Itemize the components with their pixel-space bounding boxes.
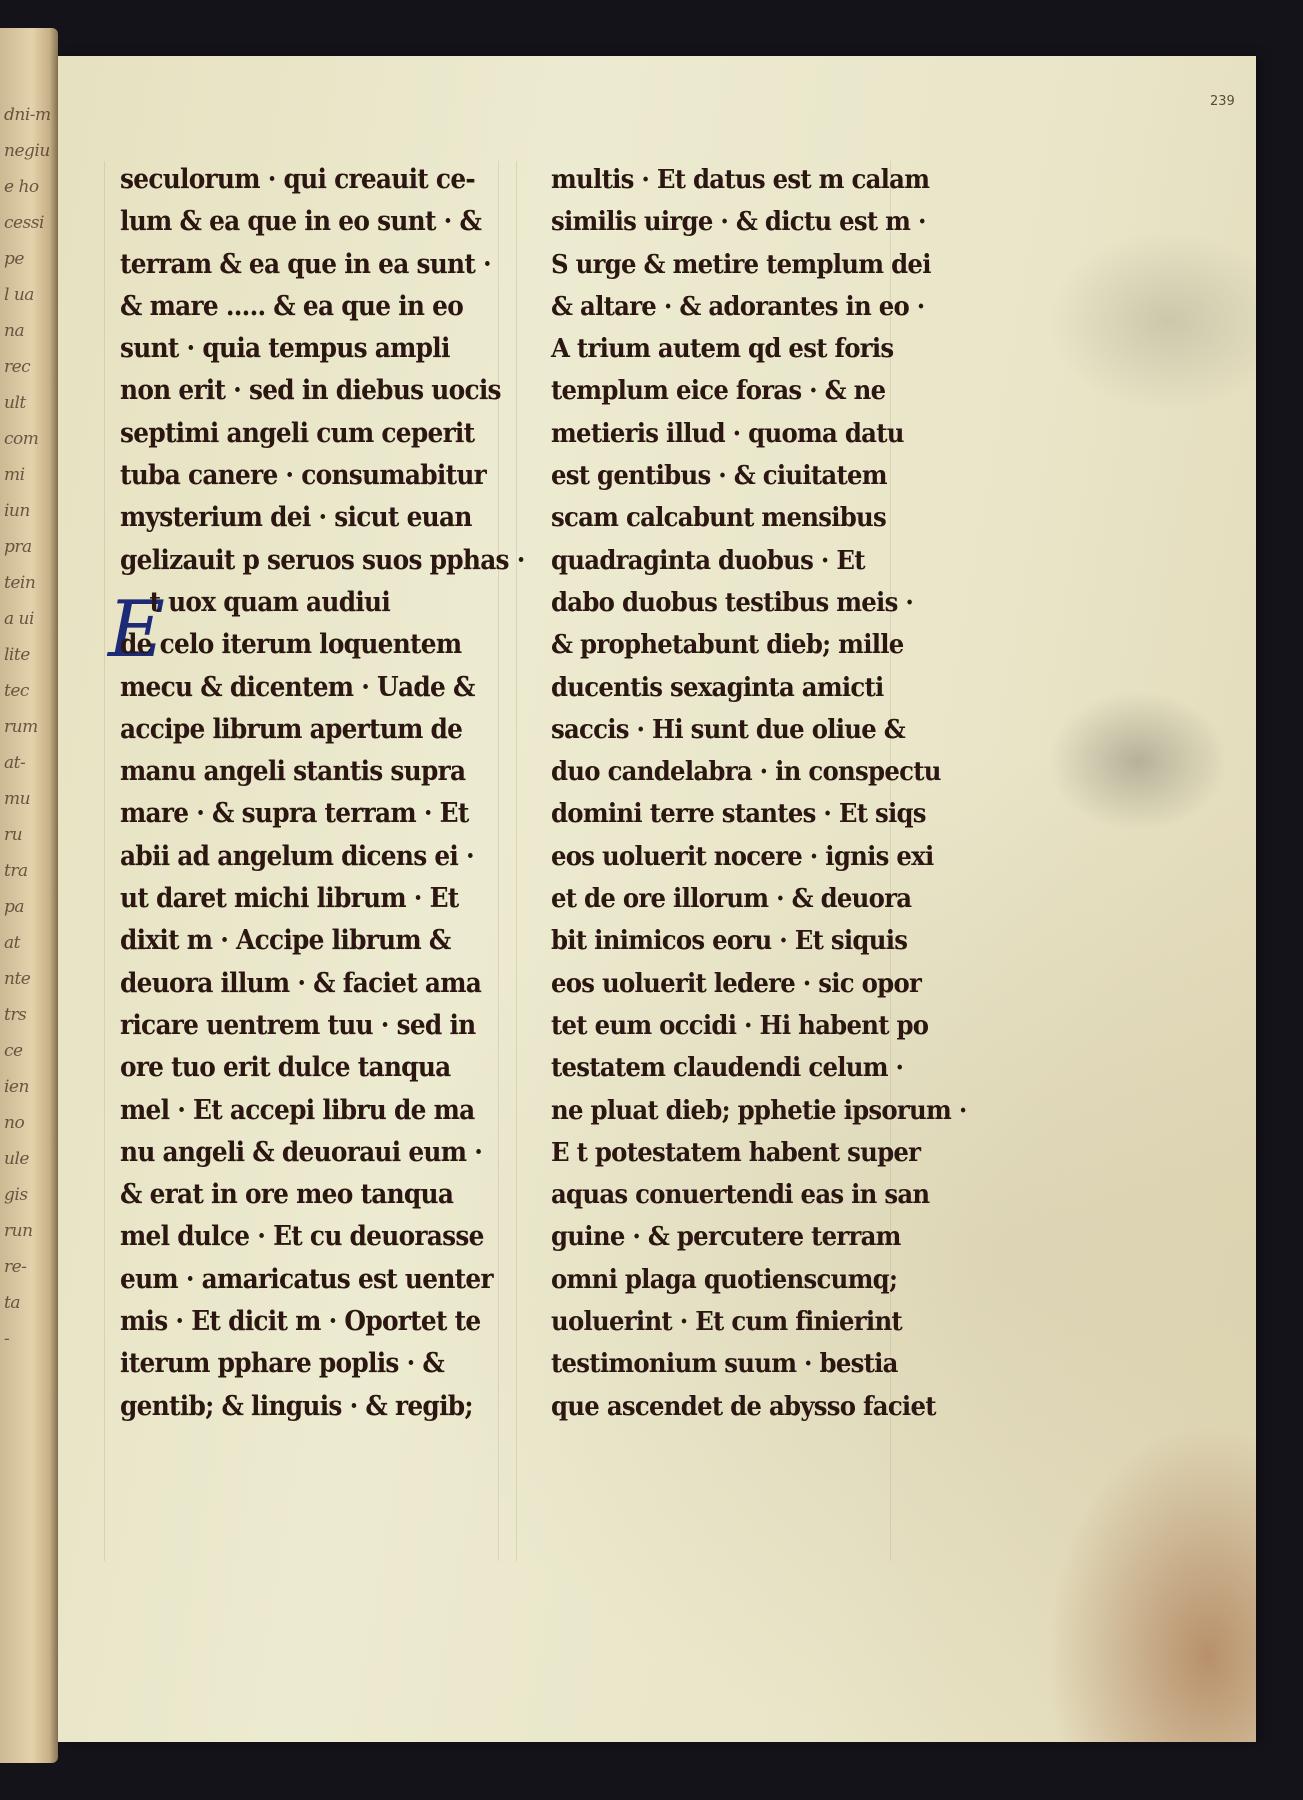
margin-fragment: cessi xyxy=(4,213,44,233)
text-line: mel · Et accepi libru de ma xyxy=(120,1094,475,1126)
text-line: terram & ea que in ea sunt · xyxy=(120,248,491,280)
text-line: testatem claudendi celum · xyxy=(551,1052,904,1084)
text-column-left xyxy=(120,159,590,1428)
margin-fragment: ce xyxy=(4,1041,23,1061)
text-line: uoluerint · Et cum finierint xyxy=(551,1306,902,1338)
text-line: mecu & dicentem · Uade & xyxy=(120,671,475,703)
text-line: & prophetabunt dieb; mille xyxy=(551,629,904,661)
margin-fragment: dni-m xyxy=(4,105,51,125)
margin-fragment: - xyxy=(4,1329,10,1349)
text-line: domini terre stantes · Et siqs xyxy=(551,798,926,830)
margin-fragment: a ui xyxy=(4,609,34,629)
margin-fragment: ru xyxy=(4,825,23,845)
text-line: multis · Et datus est m calam xyxy=(551,164,930,195)
ruling-line xyxy=(104,161,105,1561)
margin-fragment: pa xyxy=(4,897,25,917)
text-line: nu angeli & deuoraui eum · xyxy=(120,1136,483,1168)
text-line: metieris illud · quoma datu xyxy=(551,417,904,449)
text-line: gelizauit p seruos suos pphas · xyxy=(120,544,525,576)
margin-fragment: ta xyxy=(4,1293,20,1313)
text-line: gentib; & linguis · & regib; xyxy=(120,1390,473,1422)
text-line: t uox quam audiui xyxy=(149,586,391,618)
text-line: iterum pphare poplis · & xyxy=(120,1348,445,1380)
text-line: deuora illum · & faciet ama xyxy=(120,967,482,999)
text-line: saccis · Hi sunt due oliue & xyxy=(551,713,906,745)
text-line: abii ad angelum dicens ei · xyxy=(120,840,474,872)
text-line: mis · Et dicit m · Oportet te xyxy=(120,1306,481,1338)
text-line: septimi angeli cum ceperit xyxy=(120,417,475,449)
margin-fragment: pra xyxy=(4,537,32,557)
margin-fragment: pe xyxy=(4,249,24,269)
text-line: de celo iterum loquentem xyxy=(120,629,462,661)
text-line: seculorum · qui creauit ce- xyxy=(120,164,475,195)
margin-fragment: lite xyxy=(4,645,30,665)
text-line: que ascendet de abysso faciet xyxy=(551,1390,936,1422)
margin-fragment: at- xyxy=(4,753,26,773)
margin-fragment: gis xyxy=(4,1185,28,1205)
text-line: eos uoluerit nocere · ignis exi xyxy=(551,840,934,872)
text-line: bit inimicos eoru · Et siquis xyxy=(551,925,908,957)
text-line: scam calcabunt mensibus xyxy=(551,502,887,534)
text-line: ut daret michi librum · Et xyxy=(120,883,459,915)
margin-fragment: rec xyxy=(4,357,31,377)
text-line: S urge & metire templum dei xyxy=(551,248,931,280)
margin-fragment: no xyxy=(4,1113,25,1133)
text-line: mysterium dei · sicut euan xyxy=(120,502,472,534)
text-column-right xyxy=(551,159,1051,1428)
text-line: mel dulce · Et cu deuorasse xyxy=(120,1221,484,1253)
text-line: non erit · sed in diebus uocis xyxy=(120,375,501,407)
text-line: testimonium suum · bestia xyxy=(551,1348,898,1380)
text-line: accipe librum apertum de xyxy=(120,713,463,745)
margin-fragment: e ho xyxy=(4,177,39,197)
margin-fragment: trs xyxy=(4,1005,27,1025)
text-line: est gentibus · & ciuitatem xyxy=(551,460,887,492)
text-line: aquas conuertendi eas in san xyxy=(551,1179,930,1211)
folio-number: 239 xyxy=(1210,94,1235,109)
text-line: E t potestatem habent super xyxy=(551,1136,921,1168)
margin-fragment: na xyxy=(4,321,25,341)
text-line: similis uirge · & dictu est m · xyxy=(551,206,926,238)
text-line: guine · & percutere terram xyxy=(551,1221,901,1253)
text-line: sunt · quia tempus ampli xyxy=(120,333,450,365)
text-line: eum · amaricatus est uenter xyxy=(120,1263,493,1295)
margin-fragment: ien xyxy=(4,1077,29,1097)
text-line: duo candelabra · in conspectu xyxy=(551,756,941,788)
text-line: templum eice foras · & ne xyxy=(551,375,886,407)
margin-fragment: tra xyxy=(4,861,28,881)
text-line: dabo duobus testibus meis · xyxy=(551,586,914,618)
text-line: eos uoluerit ledere · sic opor xyxy=(551,967,922,999)
text-line: A trium autem qd est foris xyxy=(551,333,894,365)
margin-fragment: rum xyxy=(4,717,38,737)
decorated-initial: E xyxy=(108,585,165,675)
text-line: & erat in ore meo tanqua xyxy=(120,1179,454,1211)
text-line: tet eum occidi · Hi habent po xyxy=(551,1009,929,1041)
margin-fragment: nte xyxy=(4,969,31,989)
margin-fragment: re- xyxy=(4,1257,27,1277)
text-line: tuba canere · consumabitur xyxy=(120,460,487,492)
text-line: quadraginta duobus · Et xyxy=(551,544,865,576)
text-line: mare · & supra terram · Et xyxy=(120,798,469,830)
margin-fragment: ult xyxy=(4,393,26,413)
text-line: lum & ea que in eo sunt · & xyxy=(120,206,482,238)
text-line: ore tuo erit dulce tanqua xyxy=(120,1052,451,1084)
margin-fragment: iun xyxy=(4,501,30,521)
text-line: ne pluat dieb; pphetie ipsorum · xyxy=(551,1094,967,1126)
previous-page-edge xyxy=(0,28,58,1763)
text-line: et de ore illorum · & deuora xyxy=(551,883,912,915)
margin-fragment: tein xyxy=(4,573,36,593)
margin-fragment: at xyxy=(4,933,20,953)
manuscript-folio xyxy=(58,56,1256,1742)
text-line: omni plaga quotienscumq; xyxy=(551,1263,898,1295)
text-line: & mare ..... & ea que in eo xyxy=(120,290,464,322)
margin-fragment: ule xyxy=(4,1149,29,1169)
margin-fragment: tec xyxy=(4,681,29,701)
text-line: dixit m · Accipe librum & xyxy=(120,925,451,957)
margin-fragment: mi xyxy=(4,465,25,485)
text-line: & altare · & adorantes in eo · xyxy=(551,290,925,322)
margin-fragment: negiu xyxy=(4,141,50,161)
margin-fragment: l ua xyxy=(4,285,34,305)
text-line: ducentis sexaginta amicti xyxy=(551,671,884,703)
text-line: manu angeli stantis supra xyxy=(120,756,466,788)
margin-fragment: run xyxy=(4,1221,33,1241)
text-line: ricare uentrem tuu · sed in xyxy=(120,1009,476,1041)
margin-fragment: com xyxy=(4,429,39,449)
margin-fragment: mu xyxy=(4,789,31,809)
